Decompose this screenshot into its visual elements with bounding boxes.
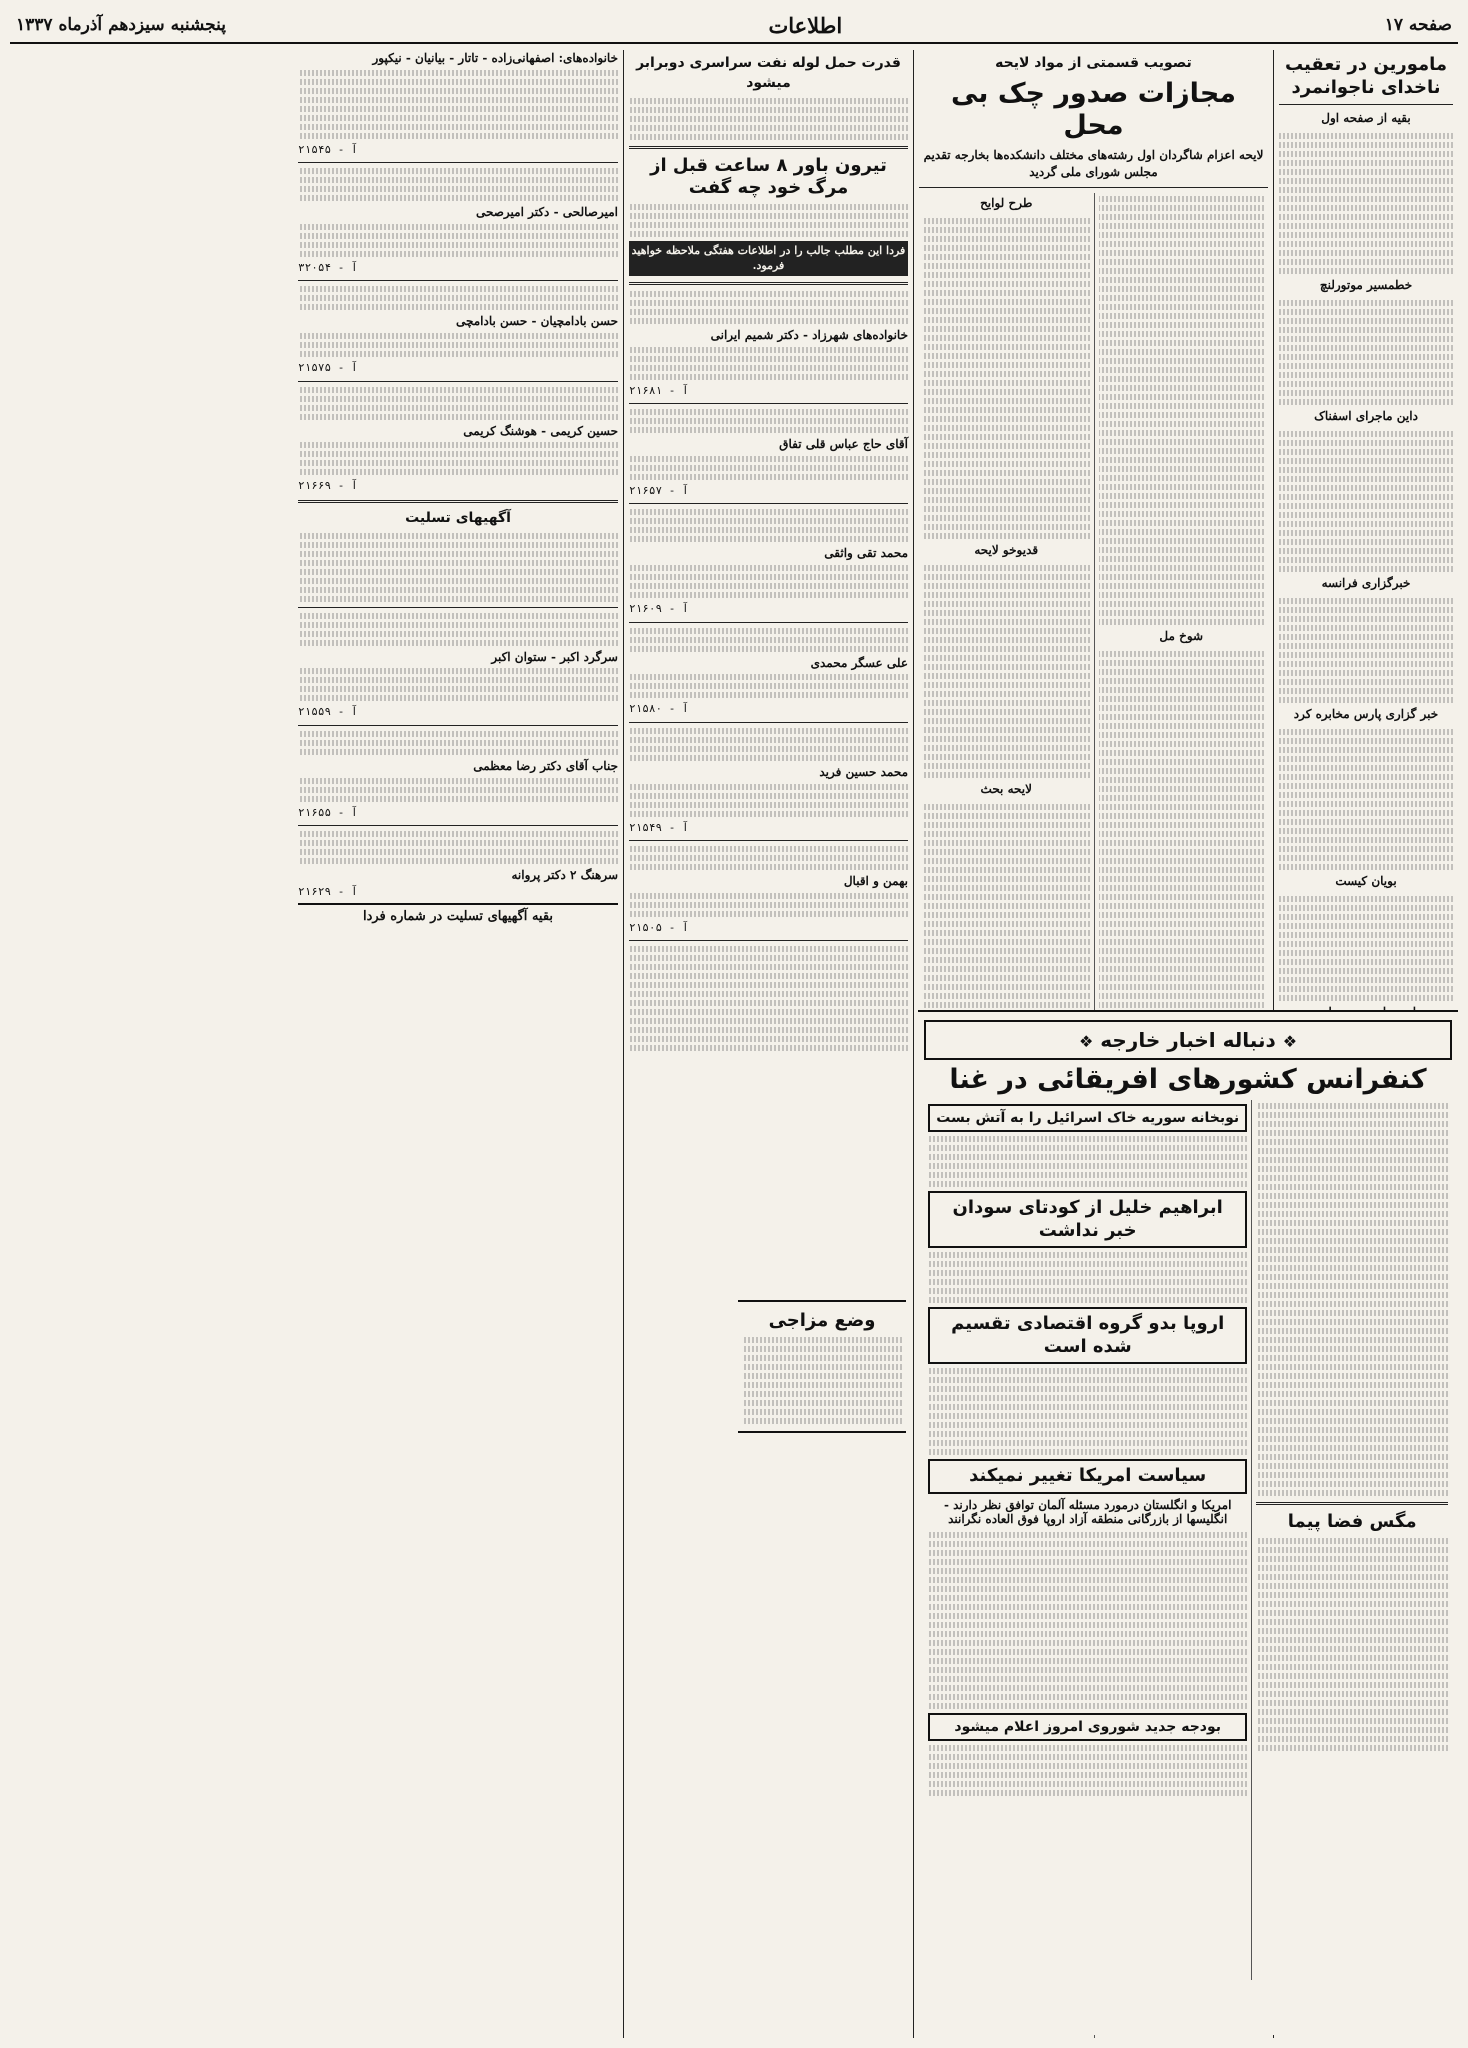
ad-code: آ - ۲۱۵۴۹ xyxy=(629,820,689,834)
cheque-subhead: لایحه اعزام شاگردان اول رشته‌های مختلف دانشکده‌ها بخارجه تقدیم مجلس شورای ملی گردید xyxy=(923,147,1264,179)
condolence-names: حسن بادامچیان - حسن بادامچی xyxy=(456,314,618,329)
ad-code: آ - ۲۱۶۶۹ xyxy=(298,479,358,493)
condolence-ad xyxy=(629,728,908,835)
ship-headline: مامورین در تعقیب ناخدای ناجوانمرد xyxy=(1284,54,1448,98)
cheque-headline: مجازات صدور چک بی محل xyxy=(950,77,1237,142)
condolence-names: بهمن و اقبال xyxy=(843,873,908,888)
condolence-ad xyxy=(629,846,908,935)
condolence-names: علی عسگر محمدی xyxy=(810,655,908,670)
condolence-ad xyxy=(629,509,908,616)
masthead xyxy=(10,8,1458,44)
us-policy-subhead: امریکا و انگلستان درمورد مسئله آلمان توافق نظر دارند - انگلیسها از بازرگانی منطقه آزاد اروپا فوق العاده نگرانند xyxy=(943,1497,1232,1526)
ad-code: آ - ۲۱۵۰۵ xyxy=(629,920,689,934)
ship-sub-who: بویان کیست xyxy=(1335,874,1397,889)
cheque-kicker: تصویب قسمتی از مواد لایحه xyxy=(995,55,1192,71)
condolence-names: محمد حسین فرید xyxy=(819,764,908,779)
cheque-sub-arrest: شوخ مل xyxy=(1159,628,1204,643)
ornament-icon: ❖ xyxy=(1078,1032,1094,1051)
condolence-ad xyxy=(629,409,908,498)
sudan-headline: ابراهیم خلیل از کودتای سودان خبر نداشت xyxy=(928,1191,1247,1248)
us-policy-headline: سیاست امریکا تغییر نمیکند xyxy=(928,1459,1247,1494)
ghana-headline: کنفرانس کشورهای افریقائی در غنا xyxy=(949,1064,1427,1095)
health-headline: وضع مزاجی xyxy=(768,1310,876,1331)
condolence-footer: بقیه آگهیهای تسلیت در شماره فردا xyxy=(298,903,618,926)
ship-sub-pars: خبر گزاری پارس مخابره کرد xyxy=(1293,707,1439,722)
condolence-names: سرگرد اکبر - ستوان اکبر xyxy=(491,649,618,664)
column-condolences xyxy=(293,50,623,2038)
pipeline-headline: قدرت حمل لوله نفت سراسری دوبرابر میشود xyxy=(636,55,901,91)
ad-code: آ - ۲۱۶۵۵ xyxy=(298,805,358,819)
condolence-names: محمد تقی واثقی xyxy=(824,546,908,561)
condolence-names: امیرصالحی - دکتر امیرصحی xyxy=(475,205,618,220)
cheque-sub-bills: طرح لوایح xyxy=(980,195,1033,210)
issue-date: پنجشنبه سیزدهم آذرماه ۱۳۳۷ xyxy=(16,15,226,35)
condolence-ad xyxy=(298,50,618,157)
condolence-names: خانواده‌های: اصفهانی‌زاده - تاتار - بیانیان - نیکپور xyxy=(372,51,618,65)
tyrone-headline: تیرون باور ۸ ساعت قبل از مرگ خود چه گفت xyxy=(650,154,887,199)
cheque-sub-debate: لایحه بحث xyxy=(980,781,1032,796)
page-number: صفحه ۱۷ xyxy=(1384,15,1452,35)
ad-code: آ - ۲۱۶۵۷ xyxy=(629,483,689,497)
condolence-ad xyxy=(298,613,618,720)
space-fly-headline: مگس فضا پیما xyxy=(1287,1511,1417,1533)
condolence-ad xyxy=(298,286,618,375)
ship-sub-afp: خبرگزاری فرانسه xyxy=(1321,576,1411,591)
ad-code: آ - ۲۱۵۸۰ xyxy=(629,702,689,716)
foreign-news-banner xyxy=(924,1020,1452,1060)
ad-code: آ - ۲۱۵۵۹ xyxy=(298,705,358,719)
column-mid xyxy=(623,50,913,2038)
condolence-names: خانواده‌های شهرزاد - دکتر شمیم ایرانی xyxy=(710,327,908,342)
ad-code: آ - ۲۱۶۰۹ xyxy=(629,602,689,616)
condolence-names: سرهنگ ۲ دکتر پروانه xyxy=(511,868,618,882)
soviet-budget-headline: بودجه جدید شوروی امروز اعلام میشود xyxy=(928,1713,1247,1741)
health-section xyxy=(738,1300,906,1433)
condolence-names: جناب آقای دکتر رضا معظمی xyxy=(473,758,618,773)
syria-headline: نوبخانه سوریه خاک اسرائیل را به آتش بست xyxy=(928,1104,1247,1132)
cheque-sub-provision: قدیوخو لایحه xyxy=(974,542,1039,557)
ad-code: آ - ۲۱۶۲۹ xyxy=(298,884,358,898)
condolence-ad xyxy=(298,831,618,899)
condolence-ad xyxy=(629,291,908,398)
continued-label: بقیه از صفحه اول xyxy=(1321,111,1411,125)
europe-headline: اروپا بدو گروه اقتصادی تقسیم شده است xyxy=(928,1307,1247,1364)
weekly-note: فردا این مطلب جالب را در اطلاعات هفتگی ملاحظه خواهید فرمود. xyxy=(629,241,908,276)
ornament-icon: ❖ xyxy=(1282,1032,1298,1051)
condolence-ad xyxy=(298,168,618,275)
ad-code: آ - ۲۱۶۸۱ xyxy=(629,383,689,397)
condolence-ad xyxy=(298,387,618,494)
paper-title: اطلاعات xyxy=(768,12,843,38)
ad-code: آ - ۲۱۵۴۵ xyxy=(298,142,358,156)
foreign-news-banner-text: دنباله اخبار خارجه xyxy=(1100,1028,1276,1052)
ad-code: آ - ۳۲۰۵۴ xyxy=(298,260,358,274)
foreign-news-section xyxy=(918,1010,1458,2035)
ship-sub-incident: داین ماجرای اسفناک xyxy=(1314,409,1418,424)
condolence-heading: آگهیهای تسلیت xyxy=(405,509,511,526)
condolence-ad xyxy=(298,731,618,820)
condolence-names: حسین کریمی - هوشنگ کریمی xyxy=(463,423,618,438)
condolence-names: آقای حاج عباس قلی تفاق xyxy=(779,437,908,452)
ship-sub-route: خطمسیر موتورلنچ xyxy=(1319,278,1413,293)
ad-code: آ - ۲۱۵۷۵ xyxy=(298,361,358,375)
condolence-ad xyxy=(629,628,908,717)
